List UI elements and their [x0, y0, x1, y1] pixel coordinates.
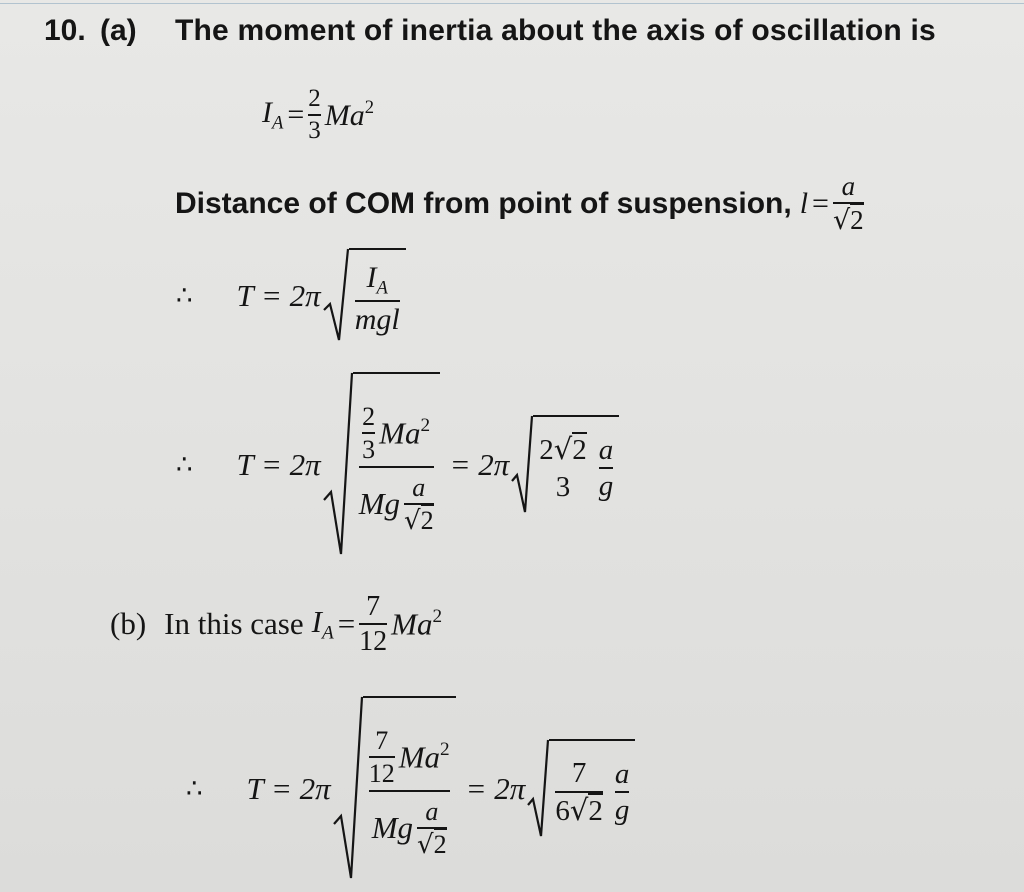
a-over-g: $\frac{a}{g}$ [614, 757, 630, 826]
period-equation-2 [176, 370, 619, 560]
distance-var: l [799, 186, 809, 220]
seven-twelfths-fraction: $\frac{7}{12}$ [359, 591, 388, 658]
equals-2pi: = 2π [449, 447, 510, 482]
therefore-symbol: ∴ [176, 450, 193, 480]
distance-text: Distance of COM from point of suspension, [175, 186, 792, 220]
equals-sign: = [337, 606, 356, 642]
result-coefficient: $\frac{7}{6√2}$ [555, 757, 603, 827]
part-a-label: (a) [100, 14, 137, 47]
period-equation-1 [176, 246, 406, 346]
result-coefficient: 2√2 3 [539, 432, 587, 503]
complex-fraction: $\frac{7}{12}$ Ma$^2$ Mg $\frac{a}{√2}$ [368, 725, 450, 860]
inertia-over-mgl: $\frac{I_A}{\text{mgl}}$ [354, 261, 400, 337]
inertia-equation-a [262, 86, 374, 145]
mass-term: Ma$^2$ [391, 606, 443, 642]
a-over-g: $\frac{a}{g}$ [598, 433, 614, 502]
therefore-symbol: ∴ [186, 774, 203, 804]
part-b-intro: In this case [164, 606, 304, 642]
equals-sign: = [812, 186, 829, 220]
distance-line [175, 172, 864, 236]
problem-number: 10. [44, 14, 86, 47]
equals-2pi: = 2π [465, 771, 526, 806]
two-thirds-fraction: $\frac{2}{3}$ [308, 85, 321, 145]
part-a-intro: The moment of inertia about the axis of oscillation is [175, 14, 936, 47]
part-b-line [110, 592, 442, 657]
outer-radical [333, 696, 456, 882]
two-thirds-fraction: $\frac{2}{3}$ [362, 401, 376, 465]
result-radical [527, 739, 635, 839]
period-lhs: T = 2π [246, 771, 331, 806]
period-lhs: T = 2π [236, 447, 321, 482]
inertia-var: $I_A$ [262, 96, 284, 134]
period-lhs: T = 2π [236, 278, 321, 313]
inertia-var: $I_A$ [311, 604, 334, 644]
seven-twelfths-fraction: $\frac{7}{12}$ [368, 725, 395, 789]
top-rule [0, 3, 1024, 4]
period-equation-b [186, 694, 635, 884]
mass-term: Ma$^2$ [324, 97, 375, 133]
outer-radical [323, 372, 440, 558]
radical [323, 248, 406, 344]
part-b-label: (b) [110, 606, 147, 642]
therefore-symbol: ∴ [176, 281, 193, 311]
result-radical [511, 415, 619, 515]
complex-fraction: $\frac{2}{3}$ Ma$^2$ Mg $\frac{a}{√2}$ [358, 401, 434, 536]
distance-fraction: $\frac{a}{√2}$ [832, 171, 864, 237]
equals-sign: = [287, 98, 305, 132]
